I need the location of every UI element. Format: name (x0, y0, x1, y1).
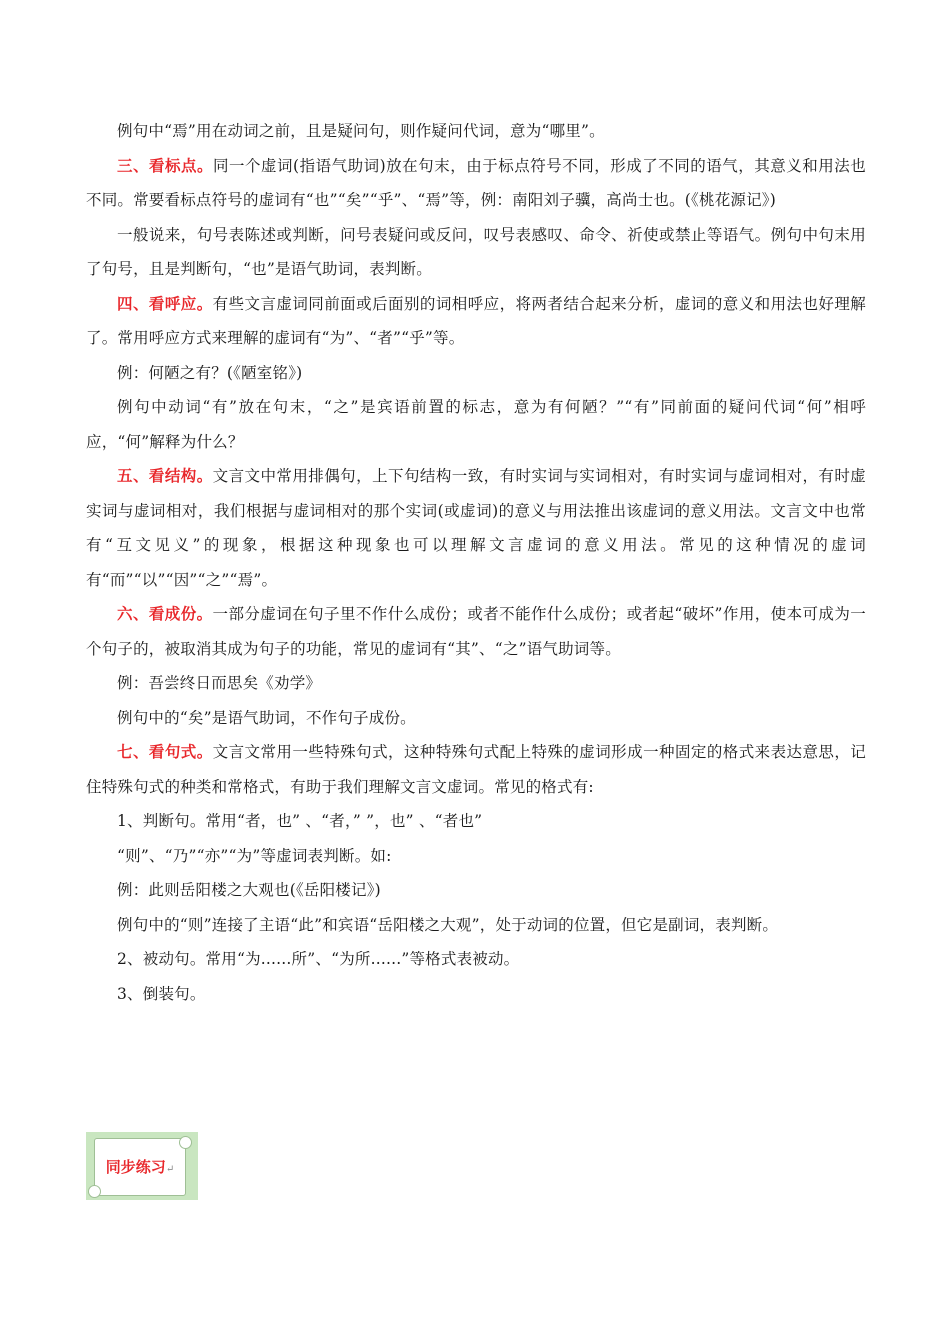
paragraph (86, 149, 866, 218)
paragraph-mark-icon: ↵ (165, 1164, 175, 1175)
paragraph-text: “则”、“乃”“亦”“为”等虚词表判断。如: (117, 846, 392, 865)
scroll-curl-icon (179, 1136, 192, 1149)
paragraph (86, 977, 866, 1012)
paragraph-text: 例句中的“则”连接了主语“此”和宾语“岳阳楼之大观”，处于动词的位置，但它是副词，表判断。 (117, 915, 779, 934)
paragraph-text: 例句中的“矣”是语气助词，不作句子成份。 (117, 708, 416, 727)
paragraph-text: 文言文中常用排偶句，上下句结构一致，有时实词与实词相对，有时实词与虚词相对，有时虚实词与虚词相对，我们根据与虚词相对的那个实词(或虚词)的意义与用法推出该虚词的意义用法。文言文中也常有“互文见义”的现象，根据这种现象也可以理解文言虚词的意义用法。常见的这种情况的虚词有“而”“以”“因”“之”“焉”。 (86, 467, 867, 589)
paragraph-text: 例：此则岳阳楼之大观也(《岳阳楼记》) (117, 881, 381, 899)
paragraph-heading: 四、看呼应。 (117, 293, 213, 313)
paragraph-text: 例句中动词“有”放在句末，“之”是宾语前置的标志，意为有何陋？”“有”同前面的疑问代词“何”相呼应，“何”解释为什么？ (86, 398, 866, 451)
paragraph-text: 一般说来，句号表陈述或判断，问号表疑问或反问，叹号表感叹、命令、祈使或禁止等语气。例句中句末用了句号，且是判断句，“也”是语气助词，表判断。 (86, 225, 866, 278)
paragraph (86, 218, 866, 287)
paragraph (86, 114, 866, 149)
paragraph-text: 一部分虚词在句子里不作什么成份；或者不能作什么成份；或者起“破坏”作用，使本可成为一个句子的，被取消其成为句子的功能，常见的虚词有“其”、“之”语气助词等。 (86, 605, 866, 658)
paragraph-text: 有些文言虚词同前面或后面别的词相呼应，将两者结合起来分析，虚词的意义和用法也好理解了。常用呼应方式来理解的虚词有“为”、“者”“乎”等。 (86, 294, 867, 347)
paragraph (86, 873, 866, 908)
paragraph-heading: 七、看句式。 (117, 742, 213, 761)
badge-label-text: 同步练习 (105, 1158, 166, 1176)
paragraph (86, 666, 866, 701)
scroll-curl-icon (88, 1185, 101, 1198)
paragraph-text: 例句中“焉”用在动词之前，且是疑问句，则作疑问代词，意为“哪里”。 (117, 122, 605, 140)
paragraph-text: 例：何陋之有？(《陋室铭》) (117, 363, 303, 382)
paragraph-text: 2、被动句。常用“为......所”、“为所......”等格式表被动。 (117, 950, 520, 968)
paragraph (86, 735, 866, 804)
paragraph (86, 942, 866, 977)
paragraph (86, 459, 866, 597)
paragraph-heading: 六、看成份。 (117, 604, 213, 623)
paragraph (86, 701, 866, 736)
paragraph (86, 804, 866, 839)
paragraph-text: 3、倒装句。 (117, 984, 206, 1003)
document-body (86, 114, 866, 1011)
badge-label (95, 1156, 185, 1177)
paragraph (86, 287, 866, 356)
paragraph-text: 1、判断句。常用“者，也” 、“者，” ”，也” 、“者也” (117, 812, 483, 830)
paragraph-heading: 三、看标点。 (117, 155, 214, 175)
paragraph-heading: 五、看结构。 (117, 466, 213, 485)
paragraph (86, 597, 866, 666)
scroll-banner-icon (94, 1138, 186, 1196)
paragraph (86, 356, 866, 391)
paragraph (86, 390, 866, 459)
paragraph-text: 同一个虚词(指语气助词)放在句末，由于标点符号不同，形成了不同的语气，其意义和用法也不同。常要看标点符号的虚词有“也”“矣”“乎”、“焉”等，例：南阳刘子骥，高尚士也。(《桃花源记》) (86, 156, 867, 209)
paragraph-text: 例：吾尝终日而思矣《劝学》 (117, 674, 322, 692)
paragraph (86, 908, 866, 943)
paragraph (86, 839, 866, 874)
paragraph-text: 文言文常用一些特殊句式，这种特殊句式配上特殊的虚词形成一种固定的格式来表达意思，记住特殊句式的种类和常格式，有助于我们理解文言文虚词。常见的格式有: (86, 743, 867, 796)
section-badge (86, 1132, 198, 1200)
